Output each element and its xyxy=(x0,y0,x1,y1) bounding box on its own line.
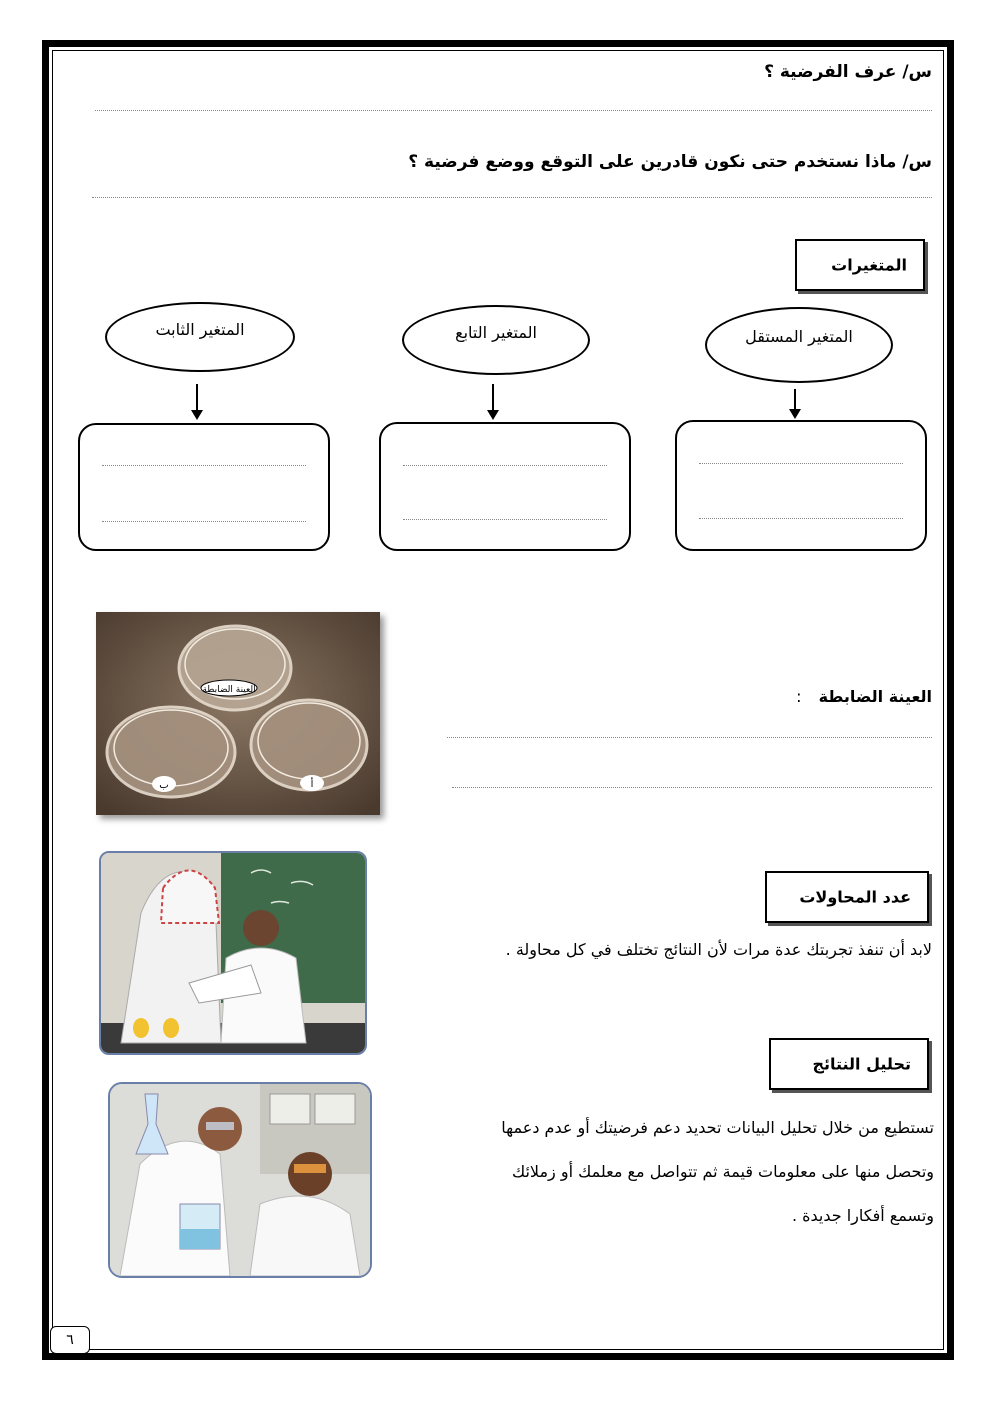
analysis-line-2: وتحصل منها على معلومات قيمة ثم تتواصل مع معلمك أو زملائك xyxy=(511,1162,934,1181)
answer-line xyxy=(699,518,903,519)
trials-text: لابد أن تنفذ تجربتك عدة مرات لأن النتائج تختلف في كل محاولة . xyxy=(505,940,932,959)
control-sample-row xyxy=(796,687,932,706)
arrow-down-icon xyxy=(789,409,801,419)
independent-variable-label: المتغير المستقل xyxy=(745,327,853,346)
answer-line[interactable] xyxy=(95,110,932,111)
answer-line xyxy=(403,519,607,520)
arrow-down-icon xyxy=(191,410,203,420)
answer-line xyxy=(102,521,306,522)
answer-line xyxy=(403,465,607,466)
oval-dependent-variable xyxy=(402,305,590,375)
analysis-line-1: تستطيع من خلال تحليل البيانات تحديد دعم فرضيتك أو عدم دعمها xyxy=(501,1118,934,1137)
petri-control-label: العينة الضابطة xyxy=(202,685,256,695)
answer-line xyxy=(102,465,306,466)
answer-line[interactable] xyxy=(92,197,932,198)
dependent-variable-label: المتغير التابع xyxy=(455,323,537,342)
arrow-down-icon xyxy=(487,410,499,420)
variables-heading: المتغيرات xyxy=(831,255,907,275)
petri-label-b: ب xyxy=(159,780,169,791)
arrow-line xyxy=(794,389,796,411)
answer-line[interactable] xyxy=(452,787,932,788)
analysis-line-3: وتسمع أفكارا جديدة . xyxy=(791,1206,934,1225)
analysis-paragraph xyxy=(434,1106,934,1238)
petri-label-a: أ xyxy=(310,779,314,790)
trials-heading: عدد المحاولات xyxy=(799,887,911,907)
oval-independent-variable xyxy=(705,307,893,383)
constant-variable-label: المتغير الثابت xyxy=(155,320,245,339)
answer-line[interactable] xyxy=(447,737,932,738)
control-sample-colon: : xyxy=(796,687,802,706)
answer-line xyxy=(699,463,903,464)
dependent-variable-answer-box[interactable] xyxy=(379,422,631,551)
arrow-line xyxy=(492,384,494,412)
arrow-line xyxy=(196,384,198,412)
teacher-student-photo xyxy=(99,851,367,1055)
oval-constant-variable xyxy=(105,302,295,372)
independent-variable-answer-box[interactable] xyxy=(675,420,927,551)
question-define-hypothesis: س/ عرف الفرضية ؟ xyxy=(764,62,932,82)
analysis-heading: تحليل النتائج xyxy=(812,1054,911,1074)
control-sample-label: العينة الضابطة xyxy=(818,687,932,706)
variables-heading-box xyxy=(795,239,925,291)
question-prediction-tools: س/ ماذا نستخدم حتى نكون قادرين على التوقع ووضع فرضية ؟ xyxy=(408,152,932,172)
petri-dishes-photo xyxy=(96,612,380,815)
trials-heading-box xyxy=(765,871,929,923)
page-number: ٦ xyxy=(50,1326,90,1354)
constant-variable-answer-box[interactable] xyxy=(78,423,330,551)
analysis-heading-box xyxy=(769,1038,929,1090)
lab-photo xyxy=(108,1082,372,1278)
